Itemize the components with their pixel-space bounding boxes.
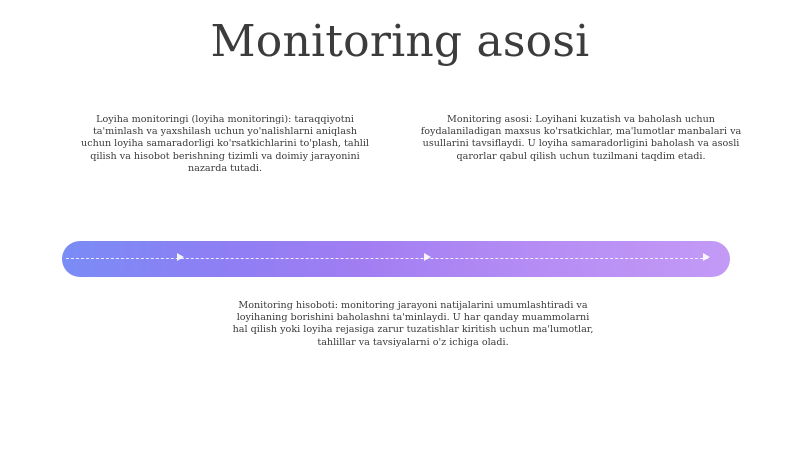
arrow-right-icon [703,253,710,261]
section-text-project-monitoring: Loyiha monitoringi (loyiha monitoringi): taraqqiyotni ta'minlash va yaxshilash uchun yo'nalishlarni aniqlash uchun loyiha samaradorligi ko'rsatkichlarini to'plash, tahlil qilish va hisobot berishning tizimli va doimiy jarayonini nazarda tutadi. [81,114,369,174]
section-text-monitoring-framework: Monitoring asosi: Loyihani kuzatish va baholash uchun foydalaniladigan maxsus ko'rsatkichlar, ma'lumotlar manbalari va usullarini tavsiflaydi. U loyiha samaradorligini baholash va asosli qarorlar qabul qilish uchun tuzilmani taqdim etadi. [420,114,742,162]
arrow-right-icon [177,253,184,261]
timeline-bar [62,241,730,277]
section-text-monitoring-report: Monitoring hisoboti: monitoring jarayoni natijalarini umumlashtiradi va loyihaning borishini baholashni ta'minlaydi. U har qanday muammolarni hal qilish yoki loyiha rejasiga zarur tuzatishlar kiritish uchun ma'lumotlar, tahlillar va tavsiyalarni o'z ichiga oladi. [232,300,594,348]
timeline-dashed-line [66,258,708,259]
slide-title: Monitoring asosi [210,16,590,67]
arrow-right-icon [424,253,431,261]
